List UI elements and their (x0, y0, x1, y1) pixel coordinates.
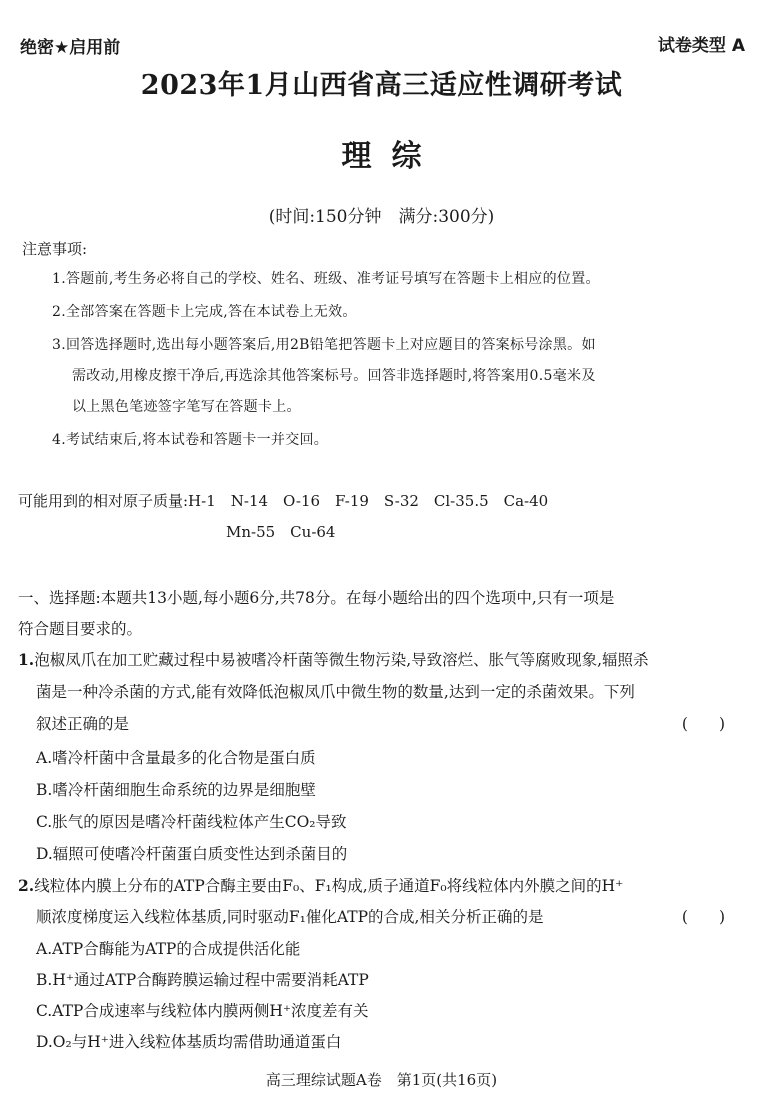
question-2-option-b: B.H⁺通过ATP合酶跨膜运输过程中需要消耗ATP (36, 971, 369, 989)
time-info: (时间:150分钟 满分:300分) (268, 207, 495, 227)
section-instructions-line-1: 一、选择题:本题共13小题,每小题6分,共78分。在每小题给出的四个选项中,只有一项是 (18, 589, 615, 607)
note-item-3: 3.回答选择题时,选出每小题答案后,用2B铅笔把答题卡上对应题目的答案标号涂黑。如 (52, 337, 596, 353)
exam-title: 2023年1月山西省高三适应性调研考试 (140, 70, 623, 101)
question-1-line-2: 菌是一种冷杀菌的方式,能有效降低泡椒凤爪中微生物的数量,达到一定的杀菌效果。下列 (36, 683, 635, 701)
confidential-label: 绝密★启用前 (20, 38, 121, 58)
question-2-answer-paren: ( ) (681, 908, 725, 926)
paper-type-label: 试卷类型 A (657, 36, 745, 56)
page-footer: 高三理综试题A卷 第1页(共16页) (265, 1071, 498, 1089)
question-1-line-1 (18, 648, 649, 670)
section-instructions-line-2: 符合题目要求的。 (18, 620, 143, 638)
note-item-4: 4.考试结束后,将本试卷和答题卡一并交回。 (52, 432, 329, 448)
question-2-option-a: A.ATP合酶能为ATP的合成提供活化能 (36, 940, 301, 958)
question-1-option-c: C.胀气的原因是嗜冷杆菌线粒体产生CO₂导致 (36, 813, 347, 831)
question-1-option-b: B.嗜冷杆菌细胞生命系统的边界是细胞壁 (36, 781, 316, 799)
question-1-option-a: A.嗜冷杆菌中含量最多的化合物是蛋白质 (36, 749, 316, 767)
question-2-number: 2. (18, 876, 35, 895)
notes-heading: 注意事项: (22, 240, 88, 258)
question-1-option-d: D.辐照可使嗜冷杆菌蛋白质变性达到杀菌目的 (36, 845, 348, 863)
note-item-1: 1.答题前,考生务必将自己的学校、姓名、班级、准考证号填写在答题卡上相应的位置。 (52, 271, 600, 287)
question-2-line-2: 顺浓度梯度运入线粒体基质,同时驱动F₁催化ATP的合成,相关分析正确的是 (36, 908, 544, 926)
question-2-text-1: 线粒体内膜上分布的ATP合酶主要由F₀、F₁构成,质子通道F₀将线粒体内外膜之间的H⁺ (34, 877, 624, 895)
question-1-number: 1. (18, 650, 35, 669)
question-2-option-c: C.ATP合成速率与线粒体内膜两侧H⁺浓度差有关 (36, 1002, 369, 1020)
exam-subject: 理综 (341, 139, 442, 174)
question-1-line-3: 叙述正确的是 (36, 715, 130, 733)
note-item-3-cont-2: 以上黑色笔迹签字笔写在答题卡上。 (72, 399, 301, 415)
question-2-line-1 (18, 874, 623, 896)
atomic-masses-line-1: 可能用到的相对原子质量:H-1 N-14 O-16 F-19 S-32 Cl-35.5 Ca-40 (18, 492, 549, 510)
question-1-answer-paren: ( ) (681, 715, 725, 733)
atomic-masses-line-2: Mn-55 Cu-64 (226, 523, 336, 541)
question-1-text-1: 泡椒凤爪在加工贮藏过程中易被嗜冷杆菌等微生物污染,导致溶烂、胀气等腐败现象,辐照杀 (34, 651, 649, 669)
question-2-option-d: D.O₂与H⁺进入线粒体基质均需借助通道蛋白 (36, 1033, 342, 1051)
note-item-2: 2.全部答案在答题卡上完成,答在本试卷上无效。 (52, 304, 357, 320)
note-item-3-cont-1: 需改动,用橡皮擦干净后,再选涂其他答案标号。回答非选择题时,将答案用0.5毫米及 (72, 368, 596, 384)
